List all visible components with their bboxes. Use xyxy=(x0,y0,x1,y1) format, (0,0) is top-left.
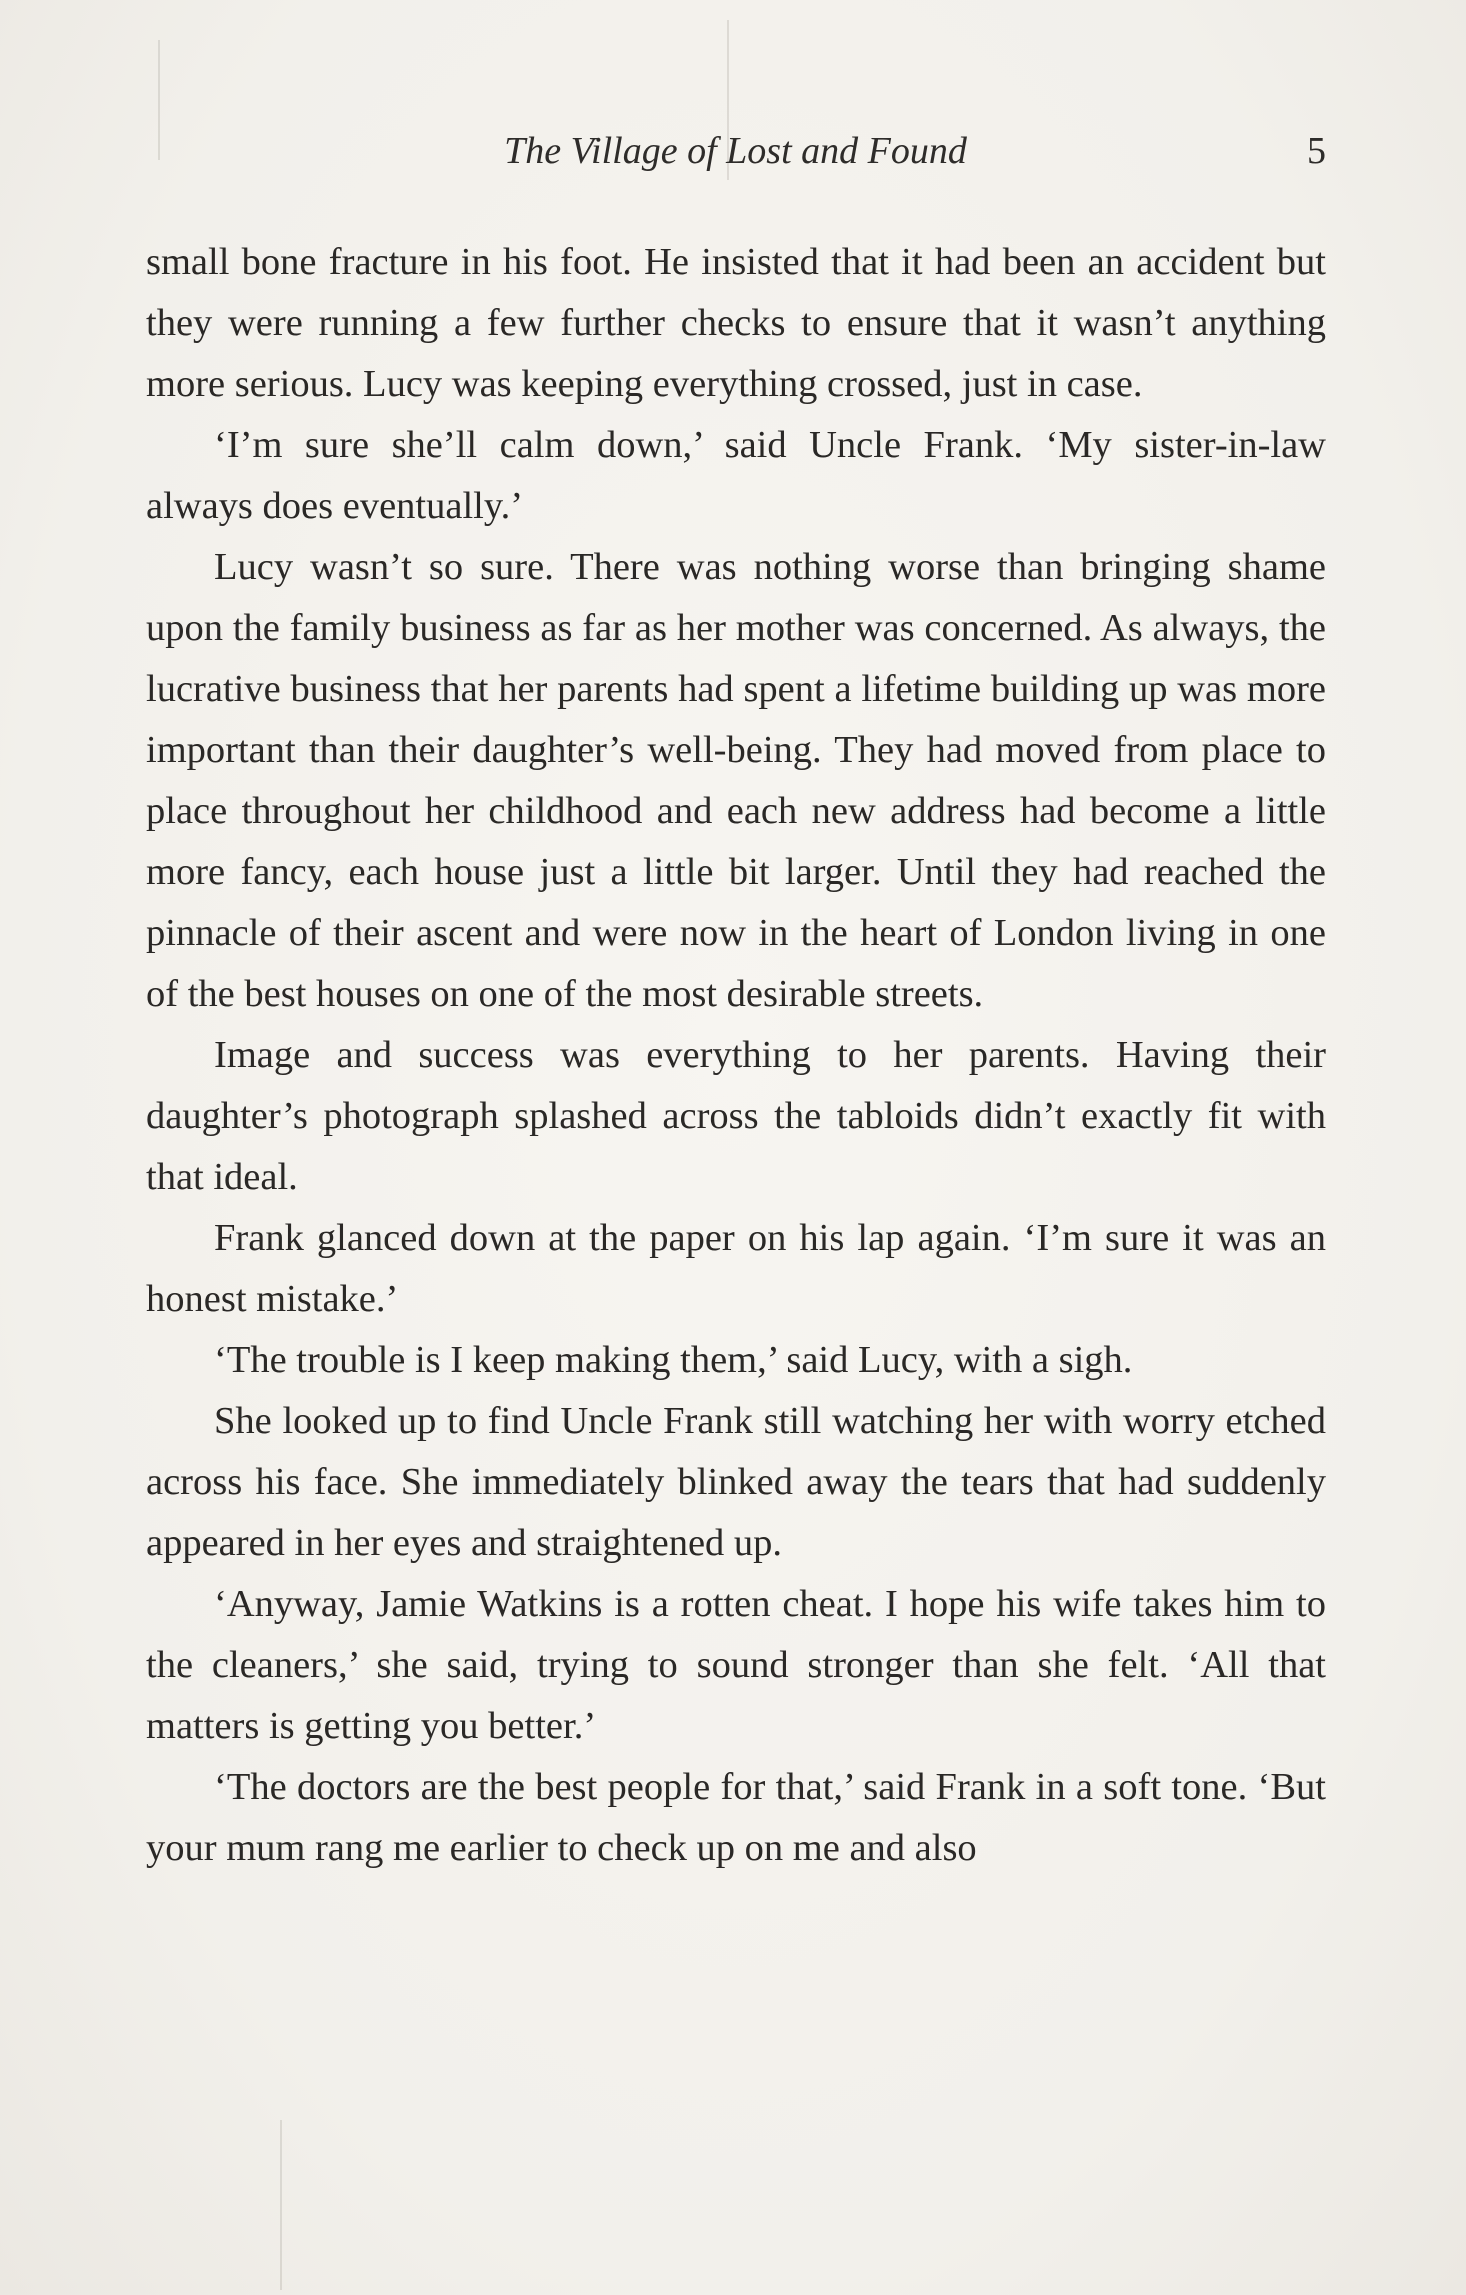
running-head xyxy=(145,126,1326,176)
paragraph-9: ‘The doctors are the best people for that,’ said Frank in a soft tone. ‘But your mum rang me earlier to check up on me and also xyxy=(146,1766,1326,1869)
paragraph-6: ‘The trouble is I keep making them,’ said Lucy, with a sigh. xyxy=(214,1339,1133,1381)
show-through-line-bottom xyxy=(280,2120,282,2290)
paragraph-7: She looked up to find Uncle Frank still watching her with worry etched across his face. She immediately blinked away the tears that had suddenly appeared in her eyes and straightened up. xyxy=(146,1400,1326,1564)
paragraph-5: Frank glanced down at the paper on his lap again. ‘I’m sure it was an honest mistake.’ xyxy=(146,1217,1326,1320)
paragraph-8: ‘Anyway, Jamie Watkins is a rotten cheat. I hope his wife takes him to the cleaners,’ she said, trying to sound stronger than she felt. ‘All that matters is getting you better.’ xyxy=(146,1583,1326,1747)
paragraph-2: ‘I’m sure she’ll calm down,’ said Uncle Frank. ‘My sister-in-law always does eventually.’ xyxy=(146,424,1326,527)
body-text xyxy=(146,232,1326,1879)
paragraph-4: Image and success was everything to her parents. Having their daughter’s photograph splashed across the tabloids didn’t exactly fit with that ideal. xyxy=(146,1034,1326,1198)
paragraph-1: small bone fracture in his foot. He insisted that it had been an accident but they were running a few further checks to ensure that it wasn’t anything more serious. Lucy was keeping everything crossed, just in case. xyxy=(146,241,1326,405)
page-number: 5 xyxy=(1307,130,1326,172)
running-title: The Village of Lost and Found xyxy=(504,130,967,172)
paragraph-3: Lucy wasn’t so sure. There was nothing worse than bringing shame upon the family business as far as her mother was concerned. As always, the lucrative business that her parents had spent a lifetime building up was more important than their daughter’s well-being. They had moved from place to place throughout her childhood and each new address had become a little more fancy, each house just a little bit larger. Until they had reached the pinnacle of their ascent and were now in the heart of London living in one of the best houses on one of the most desirable streets. xyxy=(146,546,1326,1015)
